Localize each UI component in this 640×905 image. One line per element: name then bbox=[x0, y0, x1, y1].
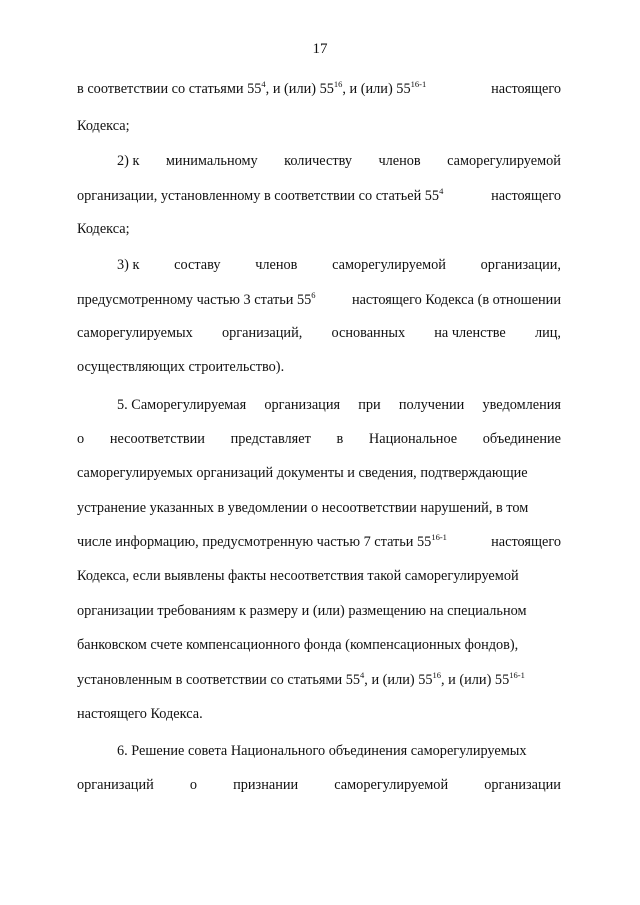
text-line: банковском счете компенсационного фонда (компенсационных фондов), bbox=[77, 637, 519, 653]
text-line: саморегулируемых организаций документы и сведения, подтверждающие bbox=[77, 465, 528, 481]
text-line: устранение указанных в уведомлении о несоответствии нарушений, в том bbox=[77, 500, 529, 516]
text-line: 6. Решение совета Национального объединения саморегулируемых bbox=[117, 743, 527, 759]
text-line: организации, установленному в соответствии со статьей $55^4$ настоящего bbox=[77, 186, 561, 204]
text-line: организаций о признании саморегулируемой организации bbox=[77, 777, 561, 793]
text-line: 2) к минимальному количеству членов саморегулируемой bbox=[117, 153, 561, 169]
text-line: организации требованиям к размеру и (или) размещению на специальном bbox=[77, 603, 527, 619]
text-line: настоящего Кодекса. bbox=[77, 706, 203, 722]
text-line: числе информацию, предусмотренную частью 7 статьи 55$^{16-1}$ настоящего bbox=[77, 532, 561, 550]
text-fragment: настоящего bbox=[491, 81, 561, 97]
page-number: 17 bbox=[312, 41, 328, 57]
text-line: саморегулируемых организаций, основанных на членстве лиц, bbox=[77, 325, 561, 341]
text-line: осуществляющих строительство). bbox=[77, 359, 285, 375]
text-line: 5. Саморегулируемая организация при получении уведомления bbox=[117, 397, 561, 413]
text-line: Кодекса; bbox=[77, 221, 130, 237]
text-line: Кодекса, если выявлены факты несоответствия такой саморегулируемой bbox=[77, 568, 519, 584]
text-line: установленным в соответствии со статьями $55^4$, и (или) $55^{16}$, и (или) 55$^{16-1}$ bbox=[77, 670, 525, 688]
text-line: 3) к составу членов саморегулируемой организации, bbox=[117, 257, 561, 273]
text-line bbox=[77, 80, 561, 98]
text-fragment: в соответствии со статьями $55^4$, и (или) $55^{16}$, и (или) 55$^{16-1}$ bbox=[77, 79, 427, 97]
text-line: о несоответствии представляет в Национальное объединение bbox=[77, 431, 561, 447]
text-line: Кодекса; bbox=[77, 118, 130, 134]
text-line: предусмотренному частью 3 статьи $55^6$ настоящего Кодекса (в отношении bbox=[77, 290, 561, 308]
